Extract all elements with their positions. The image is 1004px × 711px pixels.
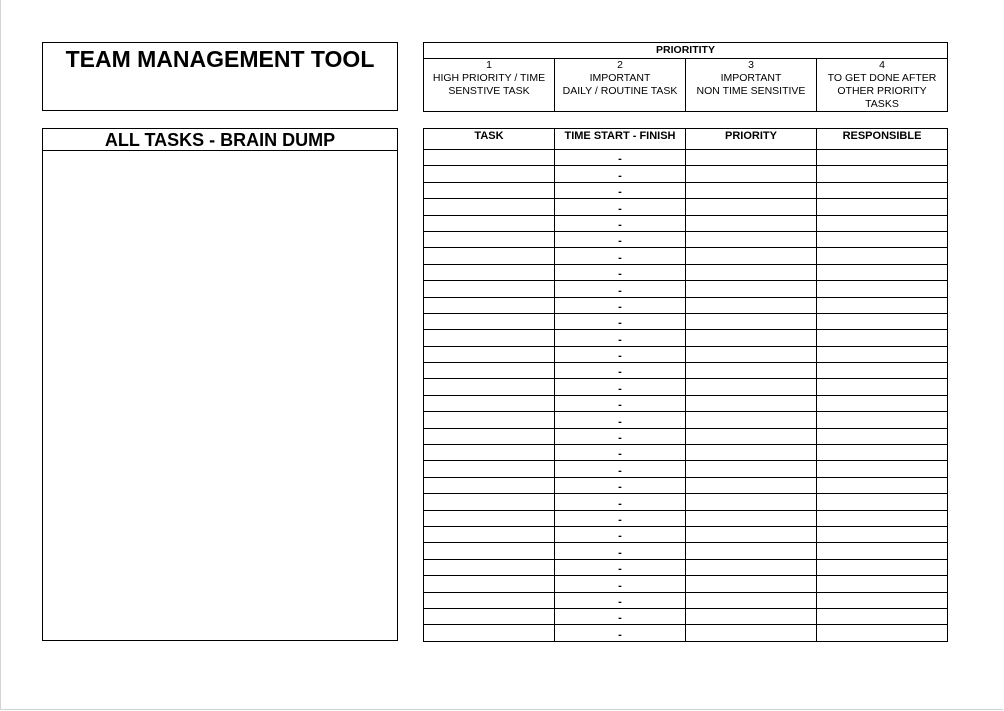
task-cell[interactable] [424,379,555,395]
time-cell[interactable]: - [555,215,686,231]
table-row [424,281,948,297]
table-row [424,166,948,182]
table-row [424,297,948,313]
table-row [424,330,948,346]
priority-cell[interactable] [686,395,817,411]
task-cell[interactable] [424,428,555,444]
brain-dump-heading: ALL TASKS - BRAIN DUMP [43,129,397,151]
task-cell[interactable] [424,494,555,510]
time-cell[interactable]: - [555,543,686,559]
priority-cell[interactable] [686,313,817,329]
responsible-cell[interactable] [817,199,948,215]
table-row [424,543,948,559]
responsible-cell[interactable] [817,281,948,297]
responsible-cell[interactable] [817,215,948,231]
responsible-cell[interactable] [817,297,948,313]
responsible-cell[interactable] [817,428,948,444]
task-cell[interactable] [424,330,555,346]
priority-cell[interactable] [686,150,817,166]
priority-level-2 [555,59,686,112]
task-cell[interactable] [424,346,555,362]
time-cell[interactable]: - [555,150,686,166]
table-row [424,477,948,493]
task-cell[interactable] [424,395,555,411]
priority-cell[interactable] [686,608,817,624]
priority-cell[interactable] [686,576,817,592]
priority-cell[interactable] [686,363,817,379]
table-row [424,150,948,166]
time-cell[interactable]: - [555,477,686,493]
responsible-cell[interactable] [817,150,948,166]
brain-dump-box[interactable] [42,128,398,641]
task-cell[interactable] [424,150,555,166]
priority-cell[interactable] [686,461,817,477]
responsible-cell[interactable] [817,477,948,493]
task-cell[interactable] [424,510,555,526]
responsible-cell[interactable] [817,592,948,608]
table-row [424,313,948,329]
priority-cell[interactable] [686,182,817,198]
task-cell[interactable] [424,264,555,280]
time-cell[interactable]: - [555,576,686,592]
table-row [424,215,948,231]
task-cell[interactable] [424,215,555,231]
task-table-header [424,129,948,150]
responsible-cell[interactable] [817,461,948,477]
time-cell[interactable]: - [555,510,686,526]
table-row [424,428,948,444]
task-cell[interactable] [424,445,555,461]
time-cell[interactable]: - [555,592,686,608]
task-cell[interactable] [424,297,555,313]
priority-cell[interactable] [686,248,817,264]
table-row [424,379,948,395]
table-row [424,412,948,428]
time-cell[interactable]: - [555,608,686,624]
responsible-cell[interactable] [817,543,948,559]
responsible-cell[interactable] [817,559,948,575]
priority-number: 1 [486,59,492,71]
time-cell[interactable]: - [555,281,686,297]
priority-cell[interactable] [686,330,817,346]
responsible-cell[interactable] [817,445,948,461]
time-cell[interactable]: - [555,330,686,346]
task-cell[interactable] [424,199,555,215]
table-row [424,461,948,477]
task-cell[interactable] [424,313,555,329]
time-cell[interactable]: - [555,625,686,641]
time-cell[interactable]: - [555,412,686,428]
time-cell[interactable]: - [555,182,686,198]
time-cell[interactable]: - [555,264,686,280]
priority-desc-line2: DAILY / ROUTINE TASK [562,85,678,97]
task-cell[interactable] [424,576,555,592]
priority-cell[interactable] [686,592,817,608]
responsible-cell[interactable] [817,231,948,247]
priority-cell[interactable] [686,412,817,428]
table-row [424,346,948,362]
priority-cell[interactable] [686,510,817,526]
time-cell[interactable]: - [555,346,686,362]
column-header-priority: PRIORITY [686,129,817,150]
priority-number: 2 [617,59,623,71]
task-cell[interactable] [424,412,555,428]
task-cell[interactable] [424,543,555,559]
priority-cell[interactable] [686,297,817,313]
table-row [424,445,948,461]
task-cell[interactable] [424,625,555,641]
priority-level-4 [817,59,948,112]
priority-cell[interactable] [686,281,817,297]
priority-cell[interactable] [686,477,817,493]
time-cell[interactable]: - [555,363,686,379]
time-cell[interactable]: - [555,199,686,215]
priority-cell[interactable] [686,543,817,559]
task-table-body [424,150,948,642]
task-cell[interactable] [424,363,555,379]
time-cell[interactable]: - [555,248,686,264]
task-cell[interactable] [424,281,555,297]
priority-cell[interactable] [686,428,817,444]
table-row [424,608,948,624]
responsible-cell[interactable] [817,182,948,198]
responsible-cell[interactable] [817,494,948,510]
responsible-cell[interactable] [817,608,948,624]
responsible-cell[interactable] [817,166,948,182]
priority-desc-line1: TO GET DONE AFTER [827,72,937,84]
task-cell[interactable] [424,477,555,493]
priority-cell[interactable] [686,346,817,362]
time-cell[interactable]: - [555,428,686,444]
priority-desc-line3: TASKS [865,98,899,110]
responsible-cell[interactable] [817,330,948,346]
table-row [424,592,948,608]
responsible-cell[interactable] [817,576,948,592]
responsible-cell[interactable] [817,379,948,395]
task-cell[interactable] [424,166,555,182]
priority-cell[interactable] [686,494,817,510]
priority-cell[interactable] [686,379,817,395]
priority-desc-line2: SENSTIVE TASK [448,85,530,97]
table-row [424,526,948,542]
time-cell[interactable]: - [555,494,686,510]
priority-desc-line1: IMPORTANT [589,72,651,84]
table-row [424,199,948,215]
column-header-task: TASK [424,129,555,150]
responsible-cell[interactable] [817,346,948,362]
responsible-cell[interactable] [817,264,948,280]
priority-desc-line2: OTHER PRIORITY [837,85,927,97]
table-row [424,576,948,592]
responsible-cell[interactable] [817,625,948,641]
priority-cell[interactable] [686,199,817,215]
time-cell[interactable]: - [555,231,686,247]
task-cell[interactable] [424,461,555,477]
time-cell[interactable]: - [555,166,686,182]
table-row [424,559,948,575]
table-row [424,625,948,641]
task-cell[interactable] [424,592,555,608]
time-cell[interactable]: - [555,559,686,575]
task-cell[interactable] [424,526,555,542]
priority-cell[interactable] [686,445,817,461]
responsible-cell[interactable] [817,510,948,526]
priority-cell[interactable] [686,526,817,542]
column-header-time: TIME START - FINISH [555,129,686,150]
table-row [424,395,948,411]
task-cell[interactable] [424,559,555,575]
time-cell[interactable]: - [555,313,686,329]
time-cell[interactable]: - [555,395,686,411]
table-row [424,510,948,526]
priority-cell[interactable] [686,625,817,641]
priority-desc-line2: NON TIME SENSITIVE [696,85,806,97]
responsible-cell[interactable] [817,248,948,264]
page-title: TEAM MANAGEMENT TOOL [65,46,375,72]
column-header-responsible: RESPONSIBLE [817,129,948,150]
priority-desc-line1: HIGH PRIORITY / TIME [432,72,546,84]
responsible-cell[interactable] [817,313,948,329]
priority-legend-heading: PRIORITITY [424,43,948,59]
task-cell[interactable] [424,182,555,198]
priority-number: 4 [879,59,885,71]
table-row [424,494,948,510]
time-cell[interactable]: - [555,445,686,461]
task-cell[interactable] [424,608,555,624]
table-row [424,231,948,247]
task-cell[interactable] [424,248,555,264]
priority-level-1 [424,59,555,112]
title-box [42,42,398,111]
table-row [424,264,948,280]
time-cell[interactable]: - [555,461,686,477]
priority-level-3 [686,59,817,112]
priority-cell[interactable] [686,559,817,575]
priority-number: 3 [748,59,754,71]
responsible-cell[interactable] [817,395,948,411]
table-row [424,182,948,198]
priority-cell[interactable] [686,264,817,280]
table-row [424,363,948,379]
priority-cell[interactable] [686,166,817,182]
time-cell[interactable]: - [555,297,686,313]
priority-cell[interactable] [686,231,817,247]
priority-desc-line1: IMPORTANT [720,72,782,84]
responsible-cell[interactable] [817,526,948,542]
task-cell[interactable] [424,231,555,247]
responsible-cell[interactable] [817,412,948,428]
time-cell[interactable]: - [555,526,686,542]
priority-cell[interactable] [686,215,817,231]
task-table [423,128,948,642]
time-cell[interactable]: - [555,379,686,395]
priority-legend-table [423,42,948,112]
responsible-cell[interactable] [817,363,948,379]
table-row [424,248,948,264]
